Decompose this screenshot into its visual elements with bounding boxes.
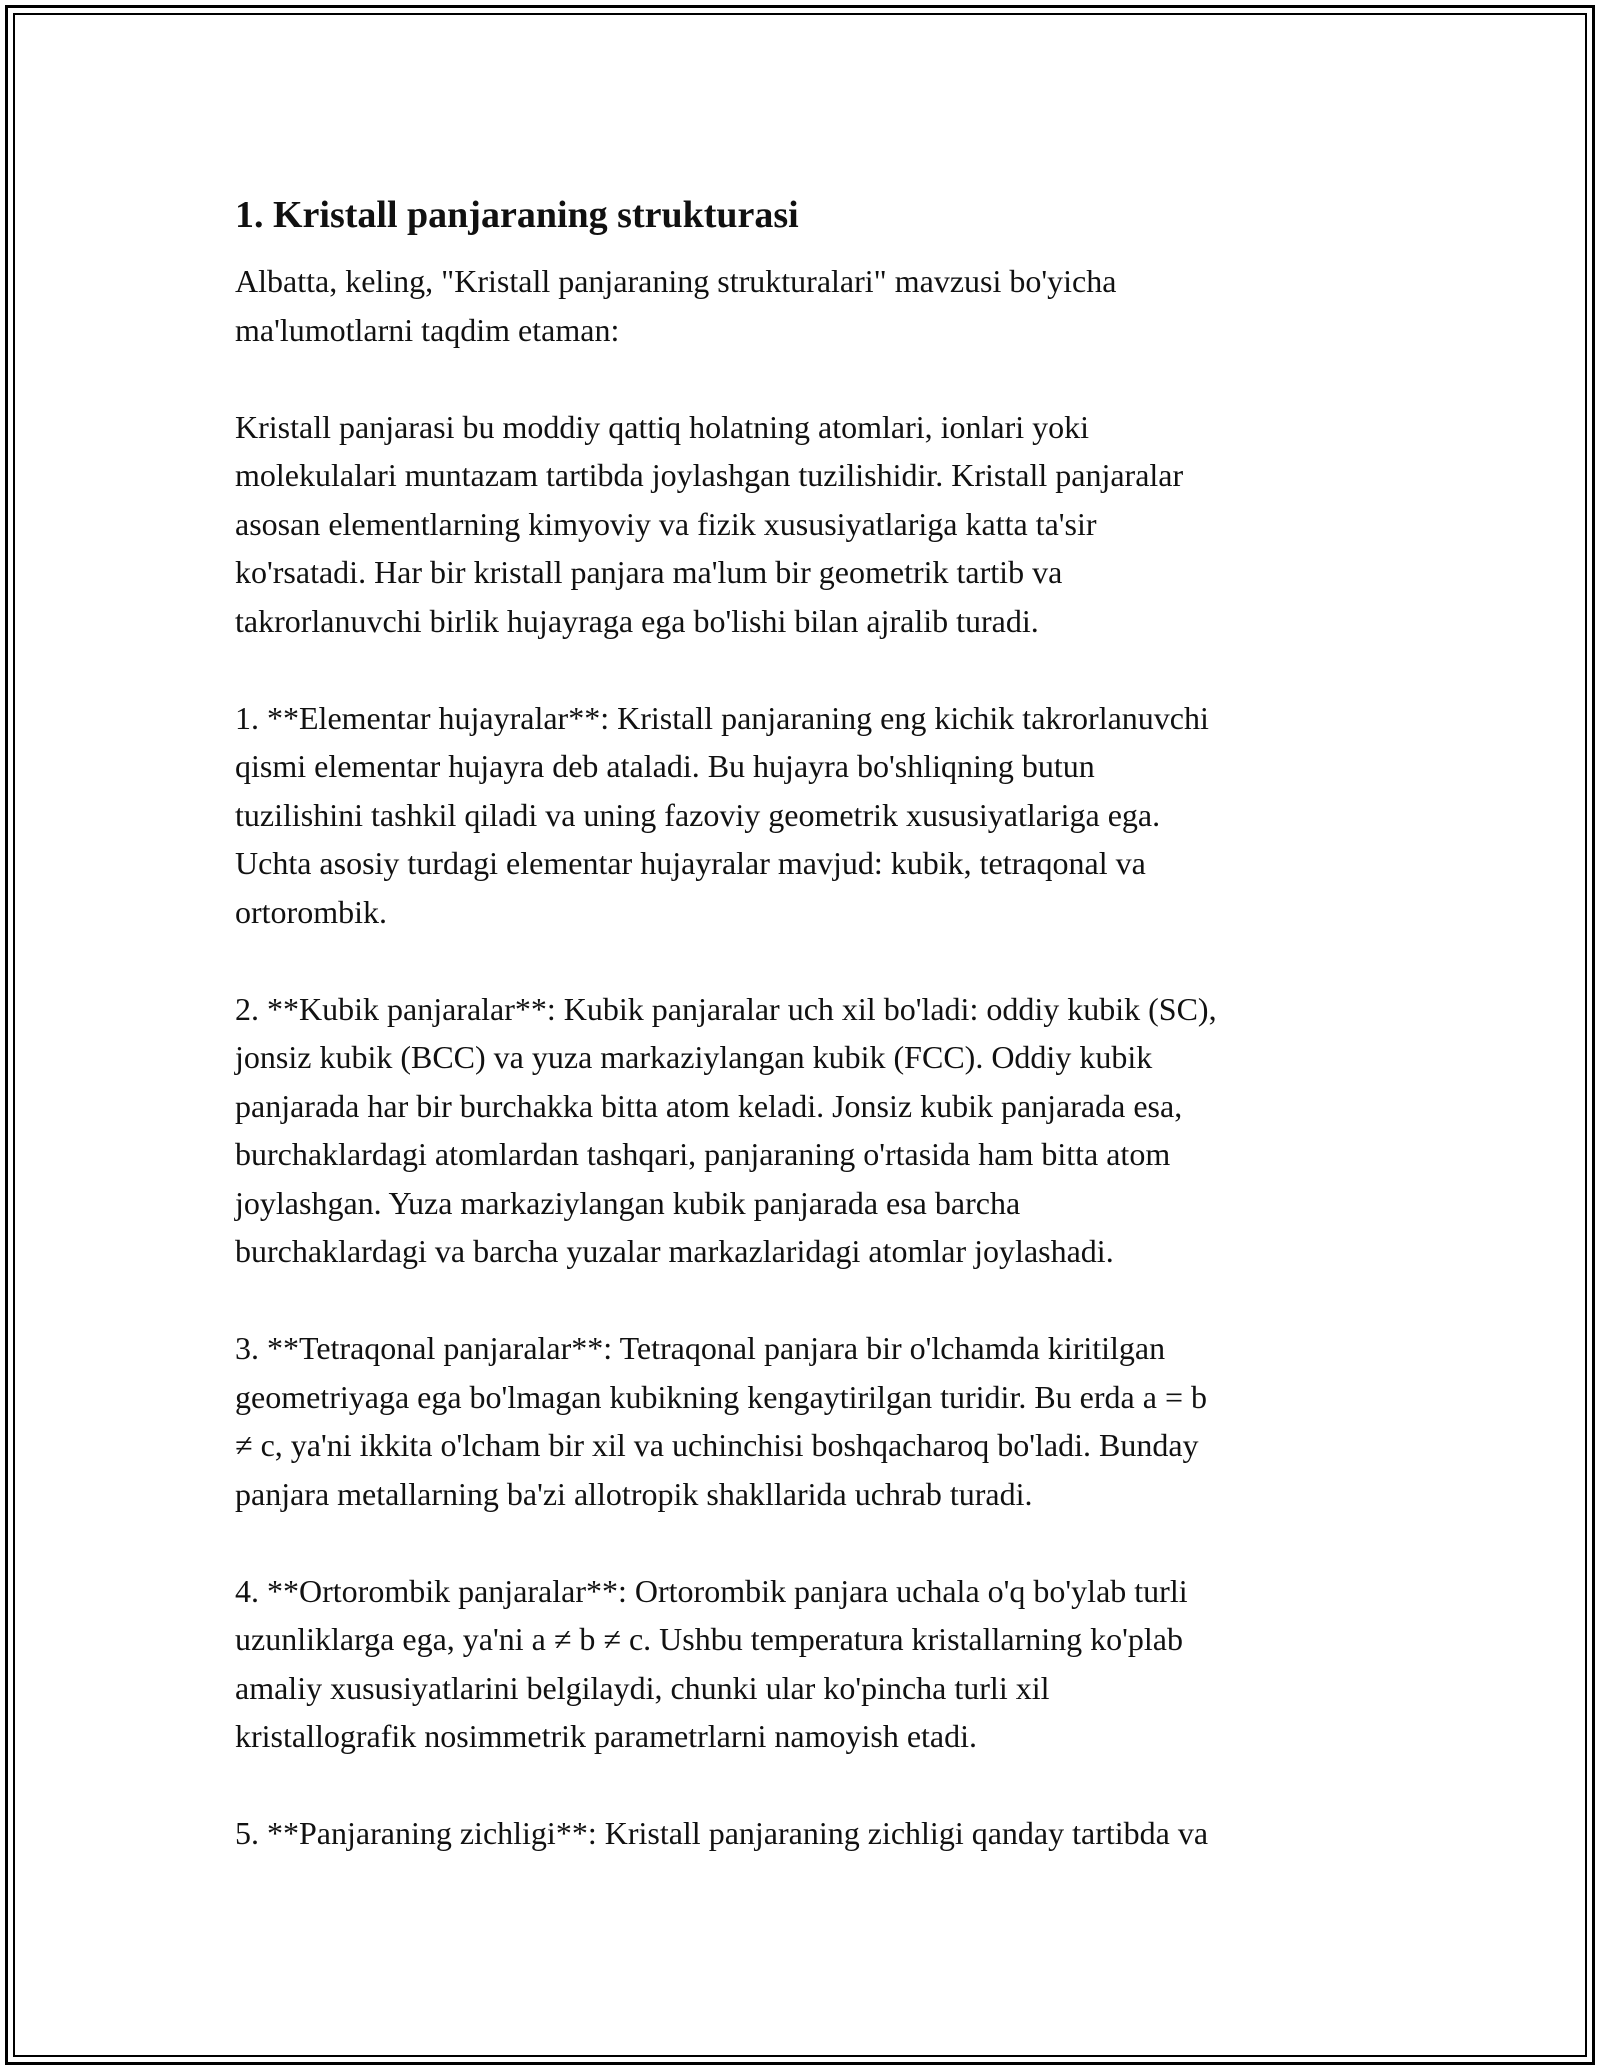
document-title: 1. Kristall panjaraning strukturasi [235,194,799,236]
paragraph-intro: Albatta, keling, "Kristall panjaraning strukturalari" mavzusi bo'yicha ma'lumotlarni taqdim etaman: [235,263,1117,348]
paragraph-definition: Kristall panjarasi bu moddiy qattiq holatning atomlari, ionlari yoki molekulalari muntazam tartibda joylashgan tuzilishidir. Kristall panjaralar asosan elementlarning kimyoviy va fizik xususiyatlariga katta ta'sir ko'rsatadi. Har bir kristall panjara ma'lum bir geometrik tartib va takrorlanuvchi birlik hujayraga ega bo'lishi bilan ajralib turadi. [235,408,1184,639]
paragraph-gap [235,1761,1365,1810]
paragraph-gap [235,645,1365,694]
paragraph-item-4: 4. **Ortorombik panjaralar**: Ortorombik panjara uchala o'q bo'ylab turli uzunliklarga ega, ya'ni a ≠ b ≠ c. Ushbu temperatura kristallarning ko'plab amaliy xususiyatlarini belgilaydi, chunki ular ko'pincha turli xil kristallografik nosimmetrik parametrlarni namoyish etadi. [235,1572,1188,1754]
paragraph-gap [235,1276,1365,1325]
document-body [235,185,1365,1858]
paragraph-gap [235,936,1365,985]
paragraph-item-5: 5. **Panjaraning zichligi**: Kristall panjaraning zichligi qanday tartibda va [235,1815,1209,1851]
paragraph-item-2: 2. **Kubik panjaralar**: Kubik panjaralar uch xil bo'ladi: oddiy kubik (SC), jonsiz kubik (BCC) va yuza markaziylangan kubik (FCC). Oddiy kubik panjarada har bir burchakka bitta atom keladi. Jonsiz kubik panjarada esa, burchaklardagi atomlardan tashqari, panjaraning o'rtasida ham bitta atom joylashgan. Yuza markaziylangan kubik panjarada esa barcha burchaklardagi va barcha yuzalar markazlaridagi atomlar joylashadi. [235,990,1217,1269]
paragraph-gap [235,354,1365,403]
paragraph-item-3: 3. **Tetraqonal panjaralar**: Tetraqonal panjara bir o'lchamda kiritilgan geometriyaga ega bo'lmagan kubikning kengaytirilgan turidir. Bu erda a = b ≠ c, ya'ni ikkita o'lcham bir xil va uchinchisi boshqacharoq bo'ladi. Bunday panjara metallarning ba'zi allotropik shakllarida uchrab turadi. [235,1330,1207,1512]
paragraph-item-1: 1. **Elementar hujayralar**: Kristall panjaraning eng kichik takrorlanuvchi qismi elementar hujayra deb ataladi. Bu hujayra bo'shliqning butun tuzilishini tashkil qiladi va uning fazoviy geometrik xususiyatlariga ega. Uchta asosiy turdagi elementar hujayralar mavjud: kubik, tetraqonal va ortorombik. [235,699,1209,930]
paragraph-gap [235,1518,1365,1567]
